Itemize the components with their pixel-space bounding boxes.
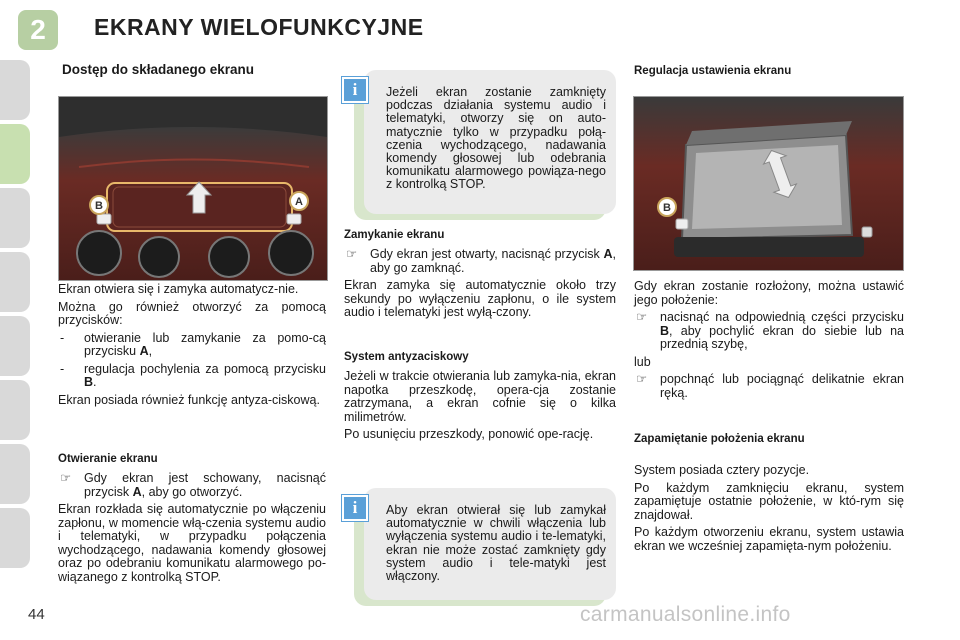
list-text: popchnąć lub pociągnąć delikatnie ekran ręką. xyxy=(660,372,904,400)
list-text: regulacja pochylenia za pomocą przycisku xyxy=(84,361,326,376)
access-body xyxy=(58,283,326,411)
button-ref: A xyxy=(603,247,613,261)
list-text: . xyxy=(93,375,97,389)
info-icon: i xyxy=(342,495,368,521)
paragraph: Po każdym zamknięciu ekranu, system zapamiętuje ostatnie położenie, w któ-rym się znajdował. xyxy=(634,480,904,522)
hand-pointer-icon: ☞ xyxy=(346,247,358,261)
chapter-tab xyxy=(0,188,30,248)
opening-body xyxy=(58,472,326,588)
button-ref: B xyxy=(660,323,670,338)
list-text: , aby go zamknąć. xyxy=(370,247,616,275)
info-text: Jeżeli ekran zostanie zamknięty podczas działania systemu audio i telematyki, otworzy się on auto-matycznie tylko w przypadku połą-czenia wychodzącego, nadawania komendy głosowej lub odebrania komunikatu alarmowego powiąza-nego z kontrolką STOP. xyxy=(386,85,606,192)
subheading-closing: Zamykanie ekranu xyxy=(344,229,445,241)
list-text: , aby go otworzyć. xyxy=(141,484,243,499)
info-box-auto-open xyxy=(364,488,616,600)
section-heading-access: Dostęp do składanego ekranu xyxy=(62,62,255,77)
button-ref: B xyxy=(84,375,94,389)
paragraph: Ekran otwiera się i zamyka automatycz-nie. xyxy=(58,282,299,296)
chapter-number: 2 xyxy=(18,10,58,50)
page-title: EKRANY WIELOFUNKCYJNE xyxy=(94,14,424,40)
list-text: nacisnąć na odpowiednią części przycisku xyxy=(660,310,904,324)
subheading-anti-pinch: System antyzaciskowy xyxy=(344,351,469,363)
dashboard-photo-closed xyxy=(58,96,328,281)
paragraph: Ekran zamyka się automatycznie około trzy sekundy po wyłączeniu zapłonu, o ile system audio i telematyki jest wyłą-czony. xyxy=(344,278,616,319)
paragraph: System posiada cztery pozycje. xyxy=(634,463,810,477)
list-item xyxy=(58,472,326,499)
watermark: carmanualsonline.info xyxy=(580,603,791,626)
screen-photo-open xyxy=(633,96,904,271)
chapter-tab xyxy=(0,316,30,376)
anti-pinch-body xyxy=(344,370,616,446)
paragraph: lub xyxy=(634,354,651,369)
chapter-tab xyxy=(0,444,30,504)
list-item xyxy=(58,363,326,390)
closing-body xyxy=(344,248,616,324)
paragraph: Można go również otworzyć za pomocą przycisków: xyxy=(58,299,326,327)
paragraph: Po każdym otworzeniu ekranu, system ustawia ekran we wcześniej zapamięta-nym położeniu. xyxy=(634,525,904,553)
chapter-tab-active xyxy=(0,124,30,184)
paragraph: Gdy ekran zostanie rozłożony, można ustawić jego położenie: xyxy=(634,279,904,307)
hand-pointer-icon: ☞ xyxy=(636,310,648,324)
chapter-tab xyxy=(0,508,30,568)
list-text: Gdy ekran jest otwarty, nacisnąć przycisk xyxy=(370,247,604,261)
list-item xyxy=(634,311,904,352)
info-icon: i xyxy=(342,77,368,103)
adjust-body xyxy=(634,280,904,404)
dashboard-illustration xyxy=(59,97,327,280)
subheading-adjust: Regulacja ustawienia ekranu xyxy=(634,65,792,77)
chapter-tabs xyxy=(0,60,30,580)
memory-body xyxy=(634,464,904,557)
list-item xyxy=(344,248,616,275)
list-text: , aby pochylić ekran do siebie lub na przednią szybę, xyxy=(660,323,904,351)
list-text: Gdy ekran jest schowany, nacisnąć przycisk xyxy=(84,471,326,499)
paragraph: Po usunięciu przeszkody, ponowić ope-rację. xyxy=(344,427,594,441)
photo-label-a: A xyxy=(295,196,303,208)
button-ref: A xyxy=(139,344,149,358)
chapter-tab xyxy=(0,60,30,120)
hand-pointer-icon: ☞ xyxy=(636,372,648,386)
paragraph: Ekran rozkłada się automatycznie po włączeniu zapłonu, w momencie włą-czenia systemu audio i telematyki, w przypadku połączenia wychodzącego, nadawania komendy głosowej oraz po odebraniu komunikatu alarmowego po-wiązanego z kontrolką STOP. xyxy=(58,502,326,584)
chapter-tab xyxy=(0,252,30,312)
screen-illustration xyxy=(634,97,903,270)
paragraph: Jeżeli w trakcie otwierania lub zamyka-nia, ekran napotka przeszkodę, opera-cja zostanie zatrzymana, a ekran cofnie się o kilka milimetrów. xyxy=(344,369,616,424)
paragraph: Ekran posiada również funkcję antyza-ciskową. xyxy=(58,392,320,407)
subheading-opening: Otwieranie ekranu xyxy=(58,453,158,465)
chapter-tab xyxy=(0,380,30,440)
button-ref: A xyxy=(132,484,142,499)
list-marker: - xyxy=(60,330,65,345)
subheading-memory: Zapamiętanie położenia ekranu xyxy=(634,433,805,445)
list-text: otwieranie lub zamykanie za pomo-cą przycisku xyxy=(84,330,326,358)
list-item xyxy=(58,332,326,359)
photo-label-b: B xyxy=(95,200,103,212)
list-item xyxy=(634,373,904,400)
info-text: Aby ekran otwierał się lub zamykał automatycznie w chwili włączenia lub wyłączenia systemu audio i te-lematyki, ekran nie może zostać zamknięty gdy system audio i tele-matyki jest włączony. xyxy=(386,503,606,584)
page-number: 44 xyxy=(28,606,45,623)
list-text: , xyxy=(148,344,153,358)
photo-label-b: B xyxy=(663,202,671,214)
hand-pointer-icon: ☞ xyxy=(60,471,72,485)
list-marker: - xyxy=(60,361,65,376)
info-box-closed-screen xyxy=(364,70,616,214)
